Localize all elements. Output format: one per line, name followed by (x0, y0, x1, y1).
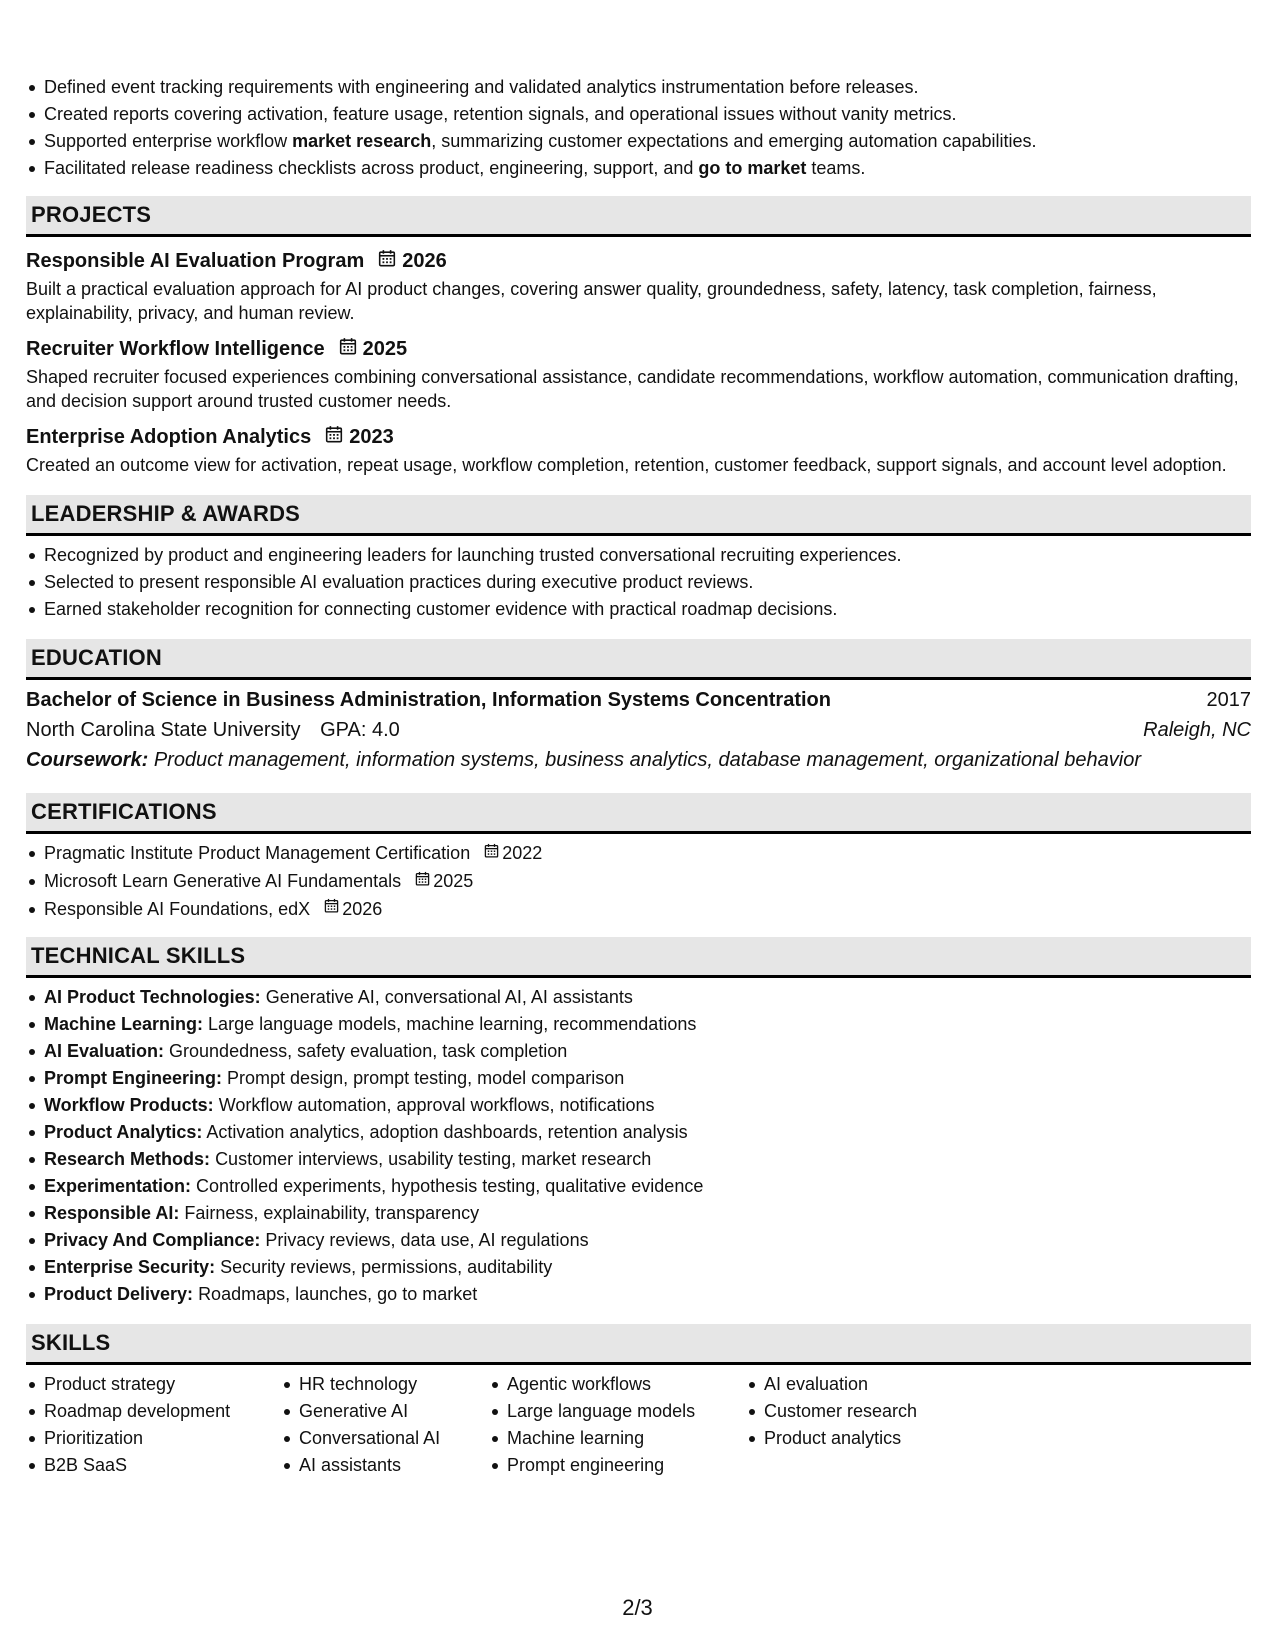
technical-skills-bullets (26, 984, 1251, 1308)
certification-name: Responsible AI Foundations, edX (44, 898, 311, 919)
skill-category: Experimentation: (44, 1176, 192, 1197)
certification-name: Microsoft Learn Generative AI Fundamentals (44, 870, 402, 891)
skill-category: Research Methods: (44, 1149, 211, 1170)
technical-skill-bullet (44, 1092, 1251, 1119)
technical-skill-bullet (44, 1173, 1251, 1200)
bullet-text: Facilitated release readiness checklists across product, engineering, support, and (44, 158, 699, 178)
bullet-keyword: go to market (698, 158, 807, 178)
skill-category: Enterprise Security: (44, 1257, 216, 1278)
technical-skill-bullet (44, 1200, 1251, 1227)
certification-year: 2025 (433, 870, 474, 891)
skill-category: Workflow Products: (44, 1095, 214, 1116)
project-description: Shaped recruiter focused experiences combining conversational assistance, candidate recommendations, workflow automation, communication drafting, and decision support around trusted customer needs. (26, 367, 1239, 411)
skill-item: Prompt engineering (507, 1452, 746, 1479)
project-heading (26, 423, 1251, 451)
skill-item: Agentic workflows (507, 1371, 746, 1398)
graduation-year: 2017 (1206, 689, 1251, 711)
skill-item: Machine learning (507, 1425, 746, 1452)
skill-values: Controlled experiments, hypothesis testing, qualitative evidence (196, 1176, 704, 1197)
technical-skills-section-header (26, 937, 1251, 978)
projects-list (26, 247, 1251, 477)
project-description: Built a practical evaluation approach for AI product changes, covering answer quality, groundedness, safety, latency, task completion, fairness, explainability, privacy, and human review. (26, 279, 1157, 323)
skill-values: Activation analytics, adoption dashboards, retention analysis (206, 1122, 688, 1143)
certifications-section-header (26, 793, 1251, 834)
project-description: Created an outcome view for activation, repeat usage, workflow completion, retention, customer feedback, support signals, and account level adoption. (26, 455, 1227, 475)
certification-bullet (44, 868, 1251, 896)
skill-category: Machine Learning: (44, 1014, 204, 1035)
project-entry (26, 423, 1251, 477)
coursework-list: Product management, information systems, business analytics, database management, organizational behavior (153, 749, 1142, 771)
skill-item: Customer research (764, 1398, 1024, 1425)
project-title: Responsible AI Evaluation Program (26, 250, 365, 272)
skill-item: AI evaluation (764, 1371, 1024, 1398)
page-number: 2/3 (622, 1595, 653, 1620)
skill-category: Product Delivery: (44, 1284, 194, 1305)
project-year: 2026 (402, 250, 447, 272)
leadership-section-header (26, 495, 1251, 536)
skill-item: Product analytics (764, 1425, 1024, 1452)
calendar-icon (415, 867, 430, 894)
skill-item: HR technology (299, 1371, 489, 1398)
leadership-bullet: Earned stakeholder recognition for connecting customer evidence with practical roadmap decisions. (44, 596, 1251, 623)
leadership-bullet: Recognized by product and engineering leaders for launching trusted conversational recruiting experiences. (44, 542, 1251, 569)
calendar-icon (325, 423, 343, 451)
certification-year: 2022 (502, 843, 543, 863)
bullet-text: Created reports covering activation, feature usage, retention signals, and operational issues without vanity metrics. (44, 104, 957, 124)
degree: Bachelor of Science in Business Administration, Information Systems Concentration (26, 689, 831, 711)
experience-bullet (44, 155, 1251, 182)
certification-bullet (44, 896, 1251, 924)
calendar-icon (339, 335, 357, 363)
technical-skill-bullet (44, 1065, 1251, 1092)
coursework (26, 745, 1251, 775)
section-title: EDUCATION (31, 645, 162, 670)
section-title: SKILLS (31, 1330, 111, 1356)
technical-skill-bullet (44, 984, 1251, 1011)
skill-item: AI assistants (299, 1452, 489, 1479)
skill-values: Security reviews, permissions, auditability (220, 1257, 553, 1278)
project-year: 2025 (362, 338, 408, 360)
skills-column (489, 1371, 746, 1479)
school-name: North Carolina State University (26, 719, 301, 741)
bullet-text: , summarizing customer expectations and emerging automation capabilities. (431, 131, 1037, 151)
skill-values: Customer interviews, usability testing, market research (215, 1149, 652, 1170)
certification-year: 2026 (342, 898, 383, 919)
section-title: PROJECTS (31, 202, 152, 227)
skill-item: Prioritization (44, 1425, 281, 1452)
skill-item: Generative AI (299, 1398, 489, 1425)
section-title: LEADERSHIP & AWARDS (31, 501, 301, 526)
skill-item: Large language models (507, 1398, 746, 1425)
section-title: TECHNICAL SKILLS (31, 943, 246, 969)
education-section-header (26, 639, 1251, 680)
school-location: Raleigh, NC (1143, 719, 1251, 741)
leadership-bullet: Selected to present responsible AI evaluation practices during executive product reviews. (44, 569, 1251, 596)
skill-values: Workflow automation, approval workflows, notifications (218, 1095, 655, 1116)
technical-skill-bullet (44, 1119, 1251, 1146)
skills-column (281, 1371, 489, 1479)
certification-bullet (44, 840, 1251, 868)
technical-skill-bullet (44, 1146, 1251, 1173)
project-heading (26, 247, 1251, 275)
calendar-icon (484, 839, 499, 866)
calendar-icon (378, 247, 396, 275)
experience-bullet (44, 101, 1251, 128)
technical-skill-bullet (44, 1227, 1251, 1254)
skill-category: AI Evaluation: (44, 1041, 165, 1062)
coursework-label: Coursework: (26, 749, 149, 771)
skill-item: B2B SaaS (44, 1452, 281, 1479)
skills-grid (26, 1371, 1251, 1479)
experience-bullet (44, 74, 1251, 101)
resume-page (26, 0, 1251, 1479)
technical-skill-bullet (44, 1038, 1251, 1065)
section-title: CERTIFICATIONS (31, 799, 217, 824)
bullet-text: teams. (806, 158, 866, 178)
skill-category: Responsible AI: (44, 1203, 180, 1224)
skill-category: Prompt Engineering: (44, 1068, 223, 1089)
bullet-text: Defined event tracking requirements with engineering and validated analytics instrumentation before releases. (44, 77, 919, 97)
experience-bullet (44, 128, 1251, 155)
projects-section-header (26, 196, 1251, 237)
project-heading (26, 335, 1251, 363)
bullet-keyword: market research (292, 131, 432, 151)
project-title: Recruiter Workflow Intelligence (26, 338, 325, 360)
project-title: Enterprise Adoption Analytics (26, 426, 312, 448)
certifications-bullets (26, 840, 1251, 923)
technical-skill-bullet (44, 1254, 1251, 1281)
skill-values: Fairness, explainability, transparency (184, 1203, 480, 1224)
experience-bullets (26, 74, 1251, 182)
skill-item: Product strategy (44, 1371, 281, 1398)
skills-column (746, 1371, 1024, 1479)
calendar-icon (324, 894, 339, 921)
skill-values: Groundedness, safety evaluation, task completion (169, 1041, 568, 1062)
project-entry (26, 247, 1251, 325)
skill-values: Prompt design, prompt testing, model comparison (227, 1068, 625, 1089)
project-entry (26, 335, 1251, 413)
technical-skill-bullet (44, 1011, 1251, 1038)
gpa: GPA: 4.0 (320, 719, 400, 741)
education-entry (26, 685, 1251, 775)
skill-item: Roadmap development (44, 1398, 281, 1425)
skill-category: Product Analytics: (44, 1122, 203, 1143)
skill-values: Generative AI, conversational AI, AI assistants (265, 987, 633, 1008)
skill-category: Privacy And Compliance: (44, 1230, 261, 1251)
skill-values: Large language models, machine learning, recommendations (208, 1014, 697, 1035)
skill-values: Privacy reviews, data use, AI regulations (265, 1230, 589, 1251)
skill-item: Conversational AI (299, 1425, 489, 1452)
project-year: 2023 (349, 426, 394, 448)
certification-name: Pragmatic Institute Product Management Certification (44, 843, 471, 863)
skill-category: AI Product Technologies: (44, 987, 261, 1008)
bullet-text: Supported enterprise workflow (44, 131, 293, 151)
leadership-bullets (26, 542, 1251, 623)
skills-column (26, 1371, 281, 1479)
skills-section-header (26, 1324, 1251, 1365)
technical-skill-bullet (44, 1281, 1251, 1308)
skill-values: Roadmaps, launches, go to market (198, 1284, 478, 1305)
